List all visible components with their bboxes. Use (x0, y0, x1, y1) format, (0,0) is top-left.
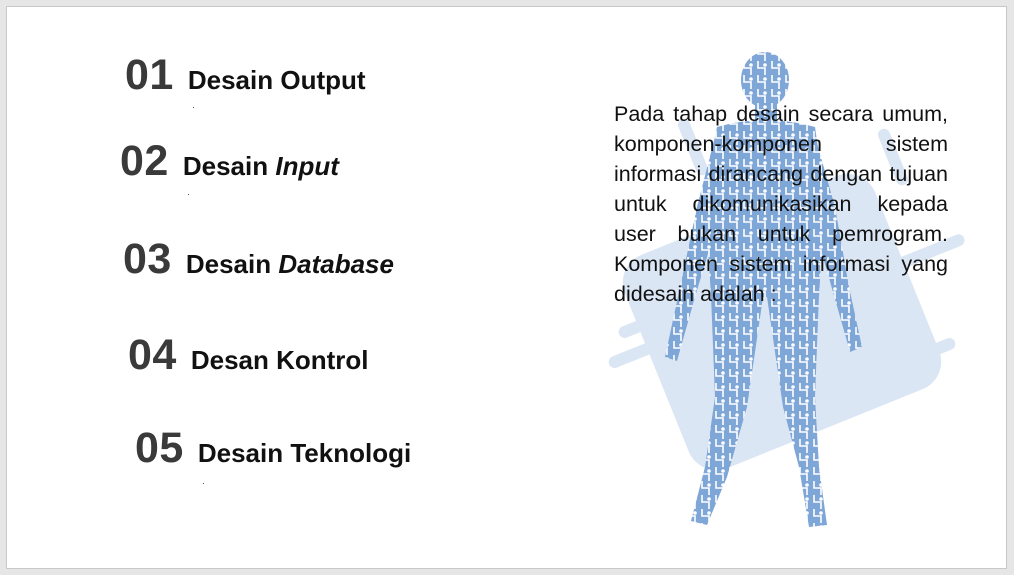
item-number: 04 (128, 331, 177, 379)
item-label: Desan Kontrol (190, 345, 369, 375)
dot-marker (193, 107, 194, 108)
item-label: Desain Database (185, 249, 394, 279)
dot-marker (203, 483, 204, 484)
list-item-04 (128, 331, 369, 380)
list-item-02 (120, 137, 339, 186)
list-item-01 (125, 51, 366, 100)
description-paragraph: Pada tahap desain secara umum, komponen-komponen sistem informasi dirancang dengan tujuan untuk dikomunikasikan kepada user bukan untuk pemrogram. Komponen sistem informasi yang didesain adalah : (614, 102, 948, 306)
item-number: 03 (123, 235, 172, 283)
item-number: 05 (135, 424, 184, 472)
item-number: 02 (120, 137, 169, 185)
item-label: Desain Input (182, 151, 339, 181)
list-item-03 (123, 235, 394, 284)
item-label: Desain Teknologi (197, 438, 412, 468)
slide (6, 6, 1007, 569)
dot-marker (188, 194, 189, 195)
item-label: Desain Output (187, 65, 366, 95)
item-number: 01 (125, 51, 174, 99)
list-item-05 (135, 424, 411, 473)
